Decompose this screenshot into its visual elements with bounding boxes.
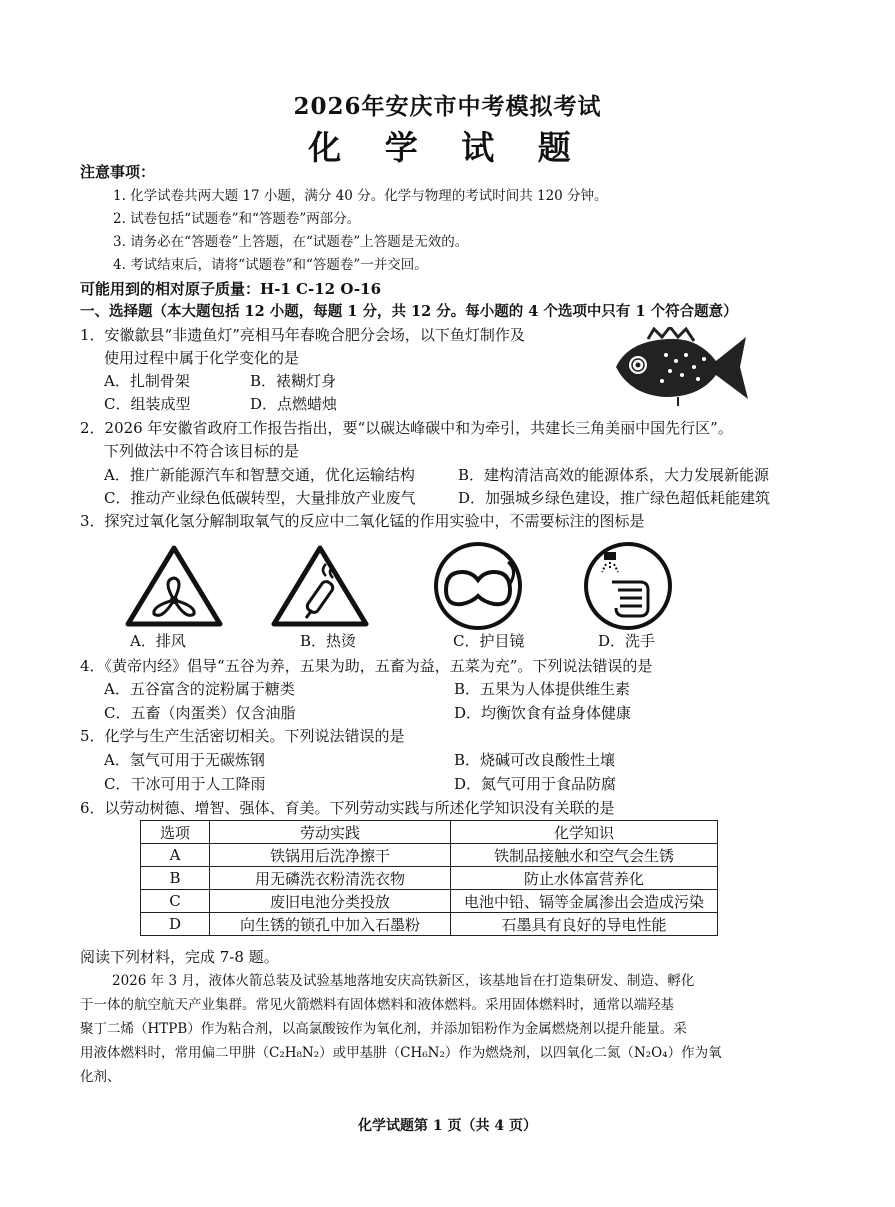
table-cell: 铁锅用后洗净擦干	[210, 844, 451, 867]
q3-option-b: B．热烫	[300, 632, 357, 650]
q4-option-d: D．均衡饮食有益身体健康	[454, 704, 632, 722]
table-row	[141, 890, 718, 913]
atomic-mass: 可能用到的相对原子质量：H-1 C-12 O-16	[80, 280, 382, 298]
q1-option-b: B．裱糊灯身	[250, 372, 337, 390]
reading-line-3: 聚丁二烯（HTPB）作为粘合剂，以高氯酸铵作为氧化剂，并添加铝粉作为金属燃烧剂以提升能量。采	[80, 1021, 687, 1037]
table-header-cell: 选项	[141, 821, 210, 844]
q4-stem: 4．《黄帝内经》倡导“五谷为养，五果为助，五畜为益，五菜为充”。下列说法错误的是	[80, 657, 653, 675]
q3-option-a: A．排风	[130, 632, 186, 650]
q6-table	[140, 820, 718, 936]
q2-stem-2: 下列做法中不符合该目标的是	[104, 442, 300, 460]
table-cell: 铁制品接触水和空气会生锈	[451, 844, 718, 867]
q2-option-b: B．建构清洁高效的能源体系，大力发展新能源	[458, 466, 770, 484]
section-1-heading: 一、选择题（本大题包括 12 小题，每题 1 分，共 12 分。每小题的 4 个选项中只有 1 个符合题意）	[80, 303, 738, 320]
q2-option-d: D．加强城乡绿色建设，推广绿色超低耗能建筑	[458, 489, 771, 507]
subject-title: 化 学 试 题	[308, 128, 587, 167]
goggles-icon	[432, 540, 524, 632]
table-cell: 用无磷洗衣粉清洗衣物	[210, 867, 451, 890]
q1-option-c: C．组装成型	[104, 395, 191, 413]
notice-heading: 注意事项：	[80, 163, 156, 181]
table-cell: C	[141, 890, 210, 913]
table-cell: A	[141, 844, 210, 867]
fish-lantern-image	[608, 327, 750, 407]
table-cell: 电池中铅、镉等金属渗出会造成污染	[451, 890, 718, 913]
q1-stem-2: 使用过程中属于化学变化的是	[104, 349, 300, 367]
q4-option-b: B．五果为人体提供维生素	[454, 680, 631, 698]
hand-washing-icon	[582, 540, 674, 632]
table-cell: 防止水体富营养化	[451, 867, 718, 890]
q2-option-a: A．推广新能源汽车和智慧交通，优化运输结构	[104, 466, 415, 484]
q4-option-c: C．五畜（肉蛋类）仅含油脂	[104, 704, 296, 722]
reading-line-2: 于一体的航空航天产业集群。常见火箭燃料有固体燃料和液体燃料。采用固体燃料时，通常以端羟基	[80, 997, 674, 1013]
table-cell: 向生锈的锁孔中加入石墨粉	[210, 913, 451, 936]
q3-option-d: D．洗手	[598, 632, 656, 650]
q5-option-b: B．烧碱可改良酸性土壤	[454, 751, 616, 769]
reading-intro: 阅读下列材料，完成 7-8 题。	[80, 948, 279, 966]
reading-line-5: 化剂、	[80, 1069, 121, 1085]
table-row	[141, 913, 718, 936]
table-cell: D	[141, 913, 210, 936]
table-row	[141, 844, 718, 867]
table-cell: 废旧电池分类投放	[210, 890, 451, 913]
q1-option-a: A．扎制骨架	[104, 372, 190, 390]
table-header-cell: 劳动实践	[210, 821, 451, 844]
q3-option-c: C．护目镜	[453, 632, 525, 650]
table-row	[141, 867, 718, 890]
q2-option-c: C．推动产业绿色低碳转型，大量排放产业废气	[104, 489, 416, 507]
notice-item-2: 2. 试卷包括“试题卷”和“答题卷”两部分。	[113, 211, 361, 227]
reading-line-4: 用液体燃料时，常用偏二甲肼（C₂H₈N₂）或甲基肼（CH₆N₂）作为燃烧剂，以四氧化二氮（N₂O₄）作为氧	[80, 1045, 722, 1061]
page-footer: 化学试题第 1 页（共 4 页）	[358, 1118, 537, 1134]
table-cell: B	[141, 867, 210, 890]
q1-option-d: D．点燃蜡烛	[250, 395, 338, 413]
q5-option-c: C．干冰可用于人工降雨	[104, 775, 266, 793]
q5-stem: 5．化学与生产生活密切相关。下列说法错误的是	[80, 727, 405, 745]
table-header-row	[141, 821, 718, 844]
ventilation-icon	[124, 544, 224, 628]
notice-item-1: 1. 化学试卷共两大题 17 小题，满分 40 分。化学与物理的考试时间共 120 分钟。	[113, 188, 608, 204]
q4-option-a: A．五谷富含的淀粉属于糖类	[104, 680, 295, 698]
hot-surface-icon	[270, 544, 370, 628]
q5-option-d: D．氮气可用于食品防腐	[454, 775, 617, 793]
q6-stem: 6．以劳动树德、增智、强体、育美。下列劳动实践与所述化学知识没有关联的是	[80, 799, 615, 817]
q5-option-a: A．氢气可用于无碳炼钢	[104, 751, 265, 769]
q3-stem: 3．探究过氧化氢分解制取氧气的反应中二氧化锰的作用实验中，不需要标注的图标是	[80, 512, 645, 530]
exam-title: 2026年安庆市中考模拟考试	[293, 93, 602, 120]
reading-line-1: 2026 年 3 月，液体火箭总装及试验基地落地安庆高铁新区，该基地旨在打造集研发、制造、孵化	[112, 973, 695, 989]
q2-stem-1: 2．2026 年安徽省政府工作报告指出，要“以碳达峰碳中和为牵引，共建长三角美丽中国先行区”。	[80, 419, 733, 437]
table-header-cell: 化学知识	[451, 821, 718, 844]
notice-item-3: 3. 请务必在“答题卷”上答题，在“试题卷”上答题是无效的。	[113, 234, 469, 250]
table-cell: 石墨具有良好的导电性能	[451, 913, 718, 936]
q1-stem-1: 1．安徽歙县“非遗鱼灯”亮相马年春晚合肥分会场，以下鱼灯制作及	[80, 326, 525, 344]
notice-item-4: 4. 考试结束后，请将“试题卷”和“答题卷”一并交回。	[113, 257, 428, 273]
